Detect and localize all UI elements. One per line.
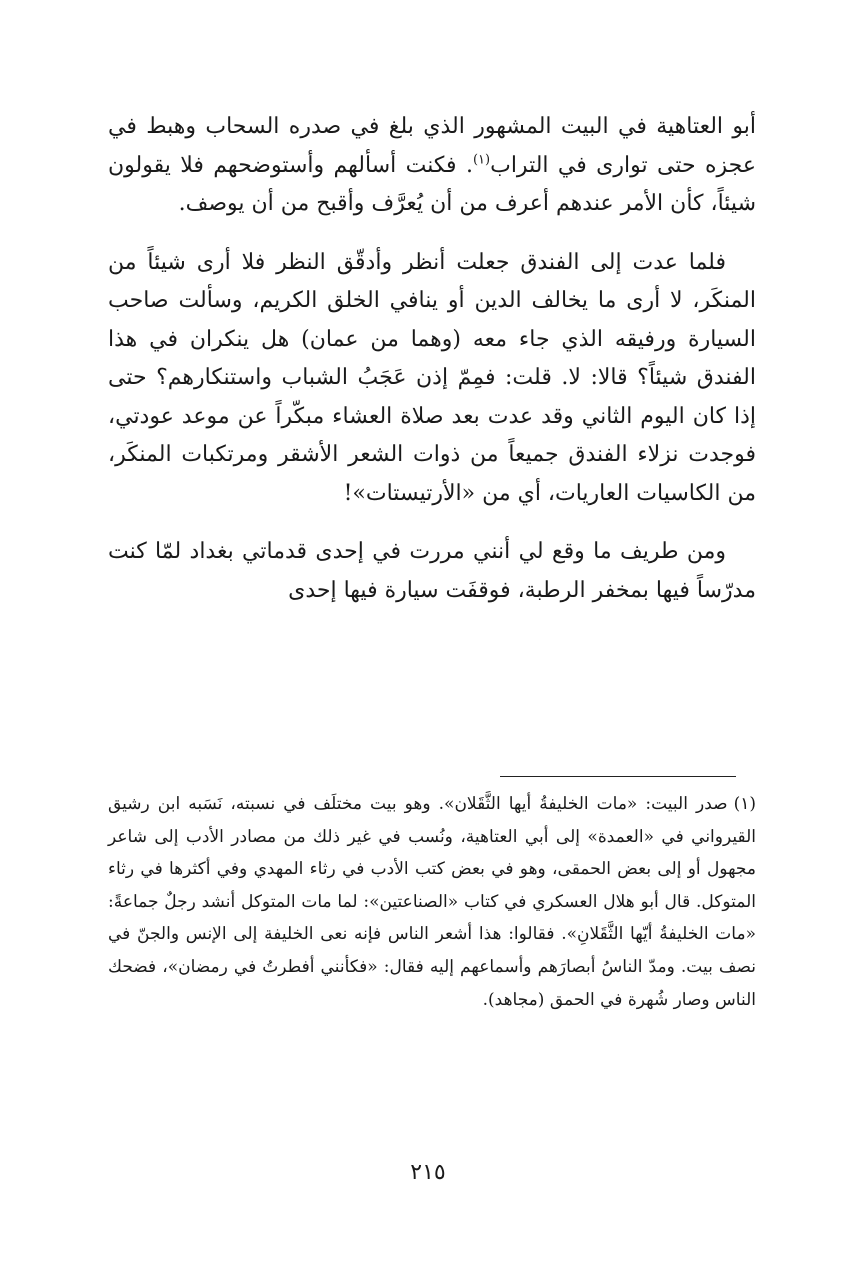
paragraph-2: فلما عدت إلى الفندق جعلت أنظر وأدقّق النظر فلا أرى شيئاً من المنكَر، لا أرى ما يخالف الدين أو ينافي الخلق الكريم، وسألت صاحب السيارة ورفيقه الذي جاء معه (وهما من عمان) هل ينكران في هذا الفندق شيئاً؟ قالا: لا. قلت: فمِمّ إذن عَجَبُ الشباب واستنكارهم؟ حتى إذا كان اليوم الثاني وقد عدت بعد صلاة العشاء مبكّراً عن موعد عودتي، فوجدت نزلاء الفندق جميعاً من ذوات الشعر الأشقر ومرتكبات المنكَر، من الكاسيات العاريات، أي من «الأرتيستات»! [108, 249, 756, 506]
footnote-number: (١) [733, 794, 756, 814]
paragraph-1-rest: . فكنت أسألهم وأستوضحهم فلا يقولون شيئاً، كأن الأمر عندهم أعرف من أن يُعرَّف وأقبح من أن يوصف. [108, 152, 756, 216]
footnote-separator [500, 776, 736, 777]
footnote [108, 788, 756, 1016]
paragraph-1-text: أبو العتاهية في البيت المشهور الذي بلغ في صدره السحاب وهبط في عجزه حتى توارى في التراب [108, 114, 756, 178]
footnote-reference: (١) [472, 152, 491, 168]
page-number: ٢١٥ [410, 1160, 446, 1185]
paragraph-1 [108, 108, 756, 224]
main-text [108, 108, 756, 630]
paragraph-3: ومن طريف ما وقع لي أنني مررت في إحدى قدماتي بغداد لمّا كنت مدرّساً فيها بمخفر الرطبة، فوقفَت سيارة فيها إحدى [108, 539, 756, 603]
footnote-text: صدر البيت: «مات الخليفةُ أيها الثَّقَلان». وهو بيت مختلَف في نسبته، نَسَبه ابن رشيق القيرواني في «العمدة» إلى أبي العتاهية، ونُسب في غير ذلك من مصادر الأدب إلى شاعر مجهول أو إلى بعض الحمقى، وهو في بعض كتب الأدب في رثاء المهدي وفي أكثرها في رثاء المتوكل. قال أبو هلال العسكري في كتاب «الصناعتين»: لما مات المتوكل أنشد رجلٌ جماعةً: «مات الخليفةُ أيّها الثَّقَلانِ». فقالوا: هذا أشعر الناس فإنه نعى الخليفة إلى الإنس والجنّ في نصف بيت. ومدّ الناسُ أبصارَهم وأسماعهم إليه فقال: «فكأنني أفطرتُ في رمضان»، فضحك الناس وصار شُهرة في الحمق (مجاهد). [108, 794, 756, 1010]
